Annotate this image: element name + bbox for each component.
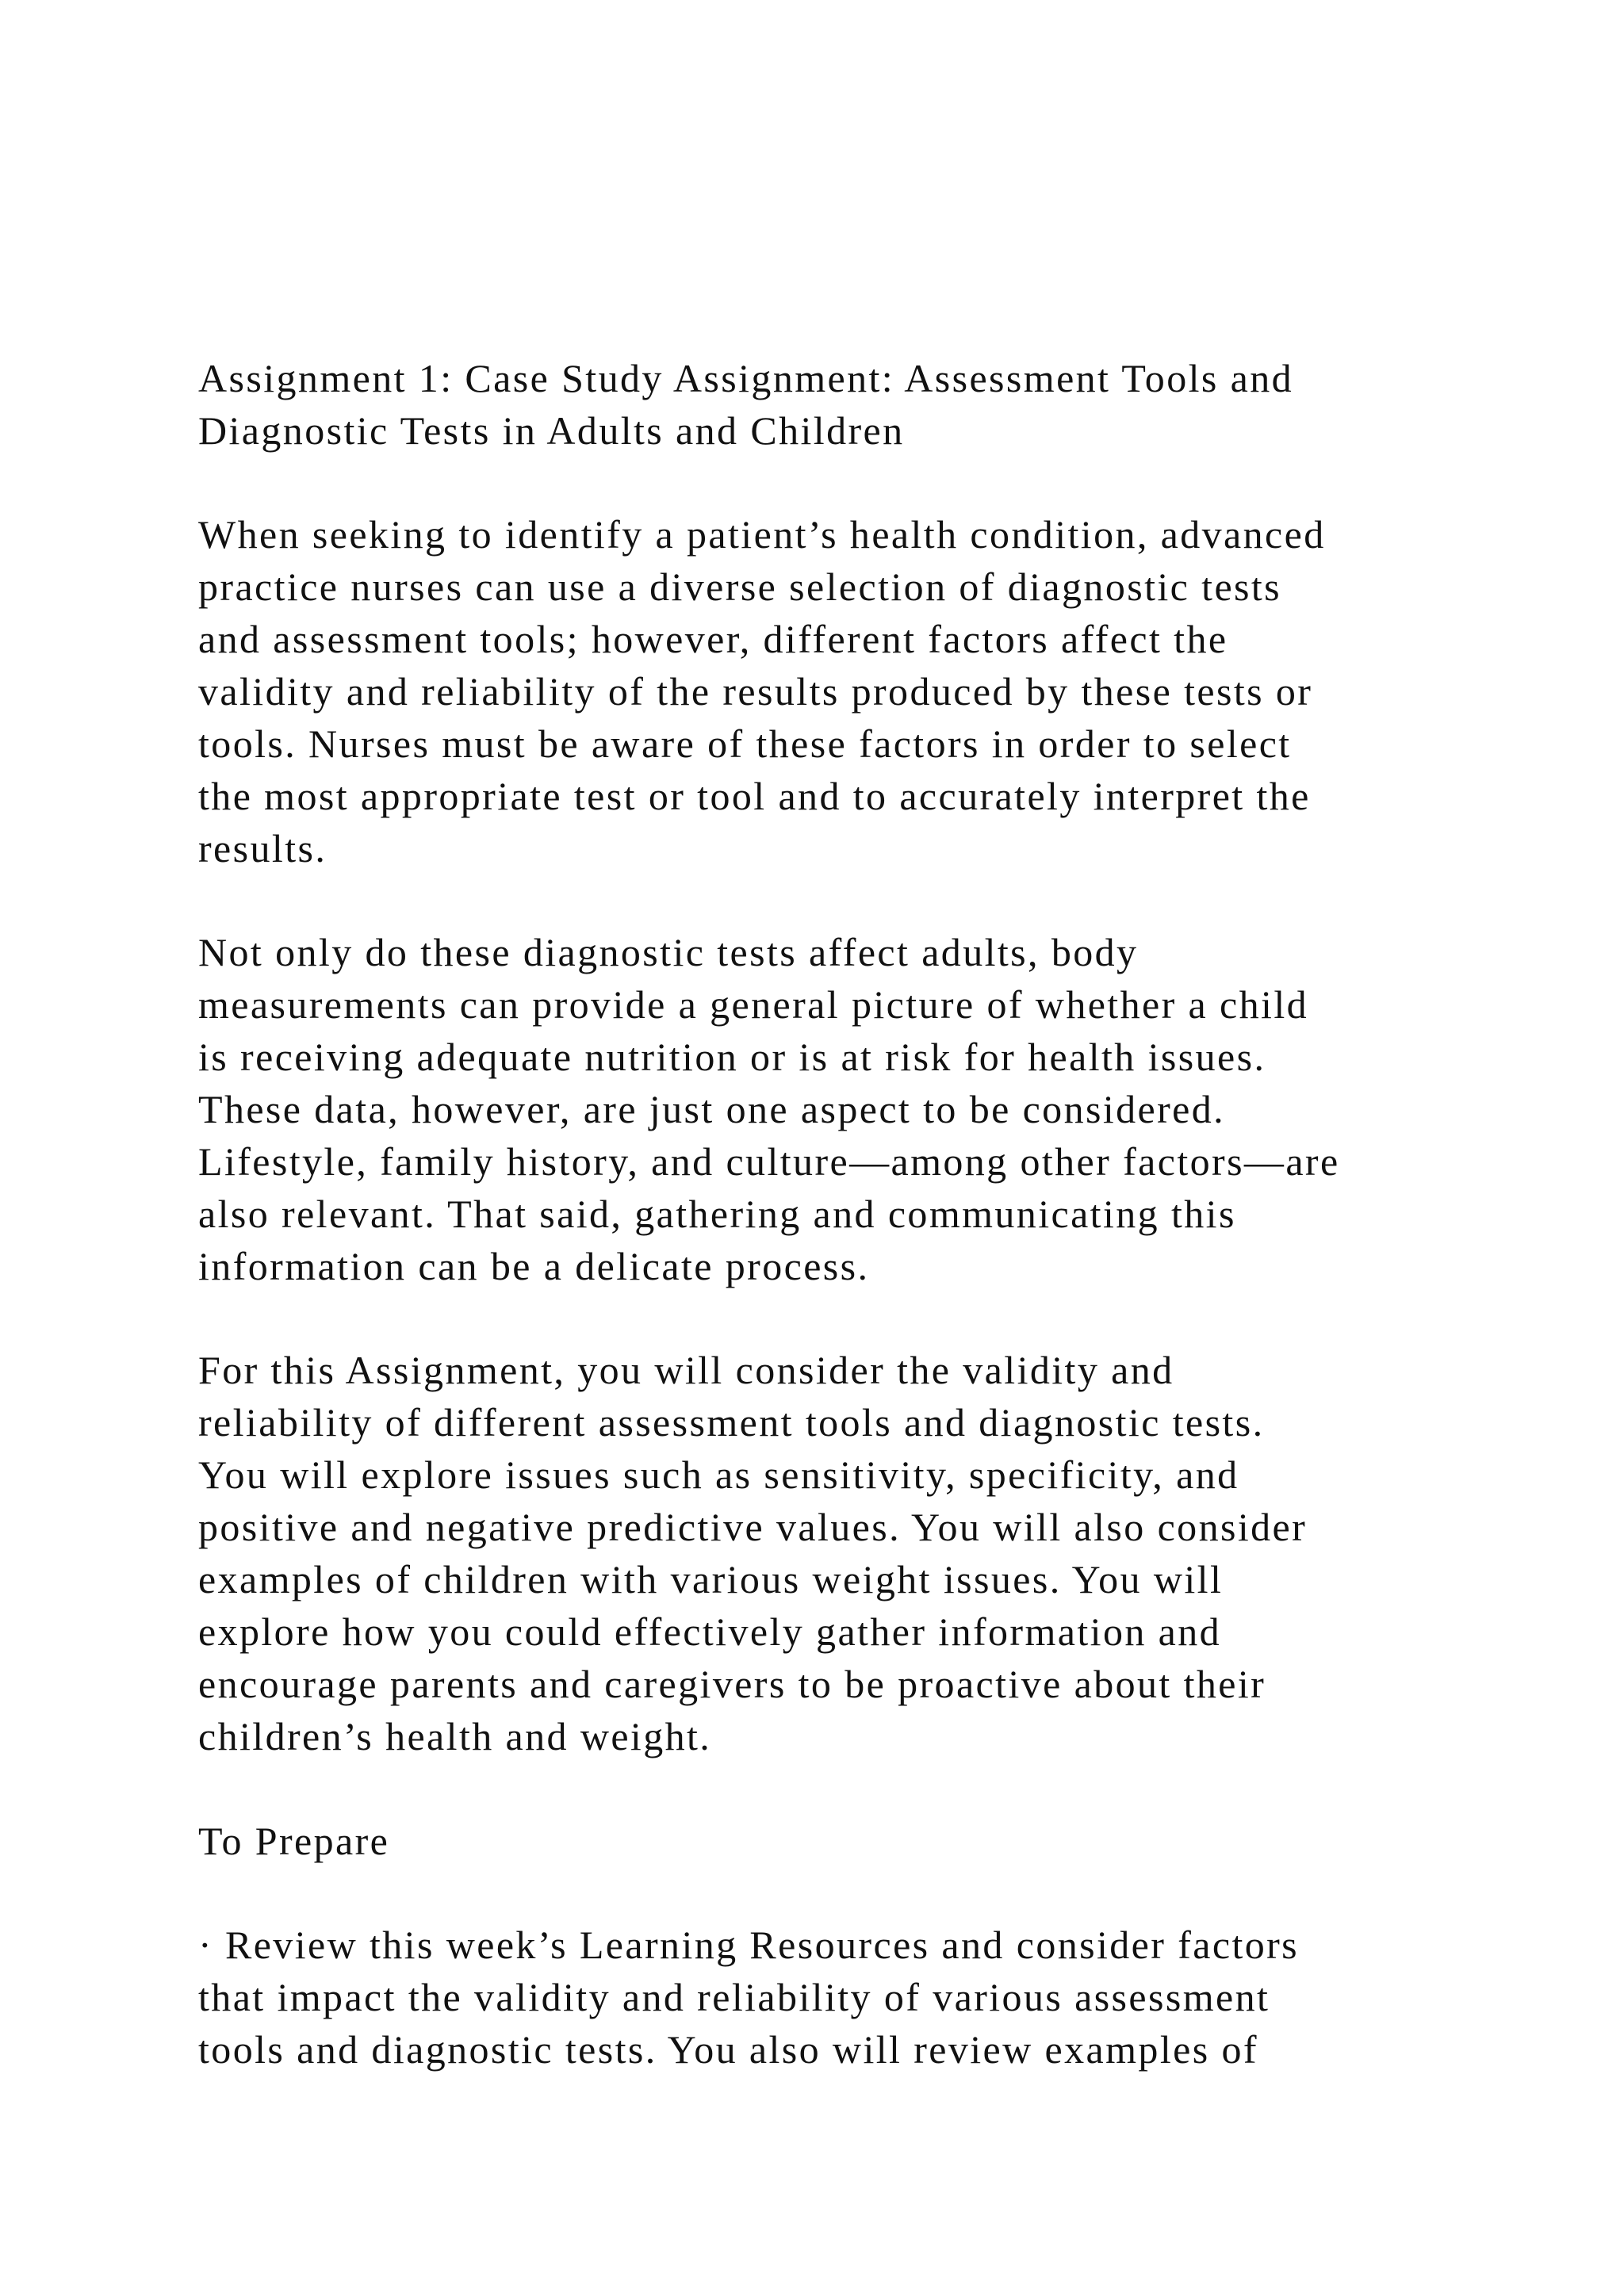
heading-line: To Prepare	[198, 1819, 390, 1863]
paragraph-line: results.	[198, 826, 327, 871]
paragraph-intro	[198, 508, 1507, 874]
bullet-line: tools and diagnostic tests. You also will review examples of	[198, 2027, 1258, 2072]
paragraph-line: information can be a delicate process.	[198, 1244, 870, 1288]
paragraph-line: the most appropriate test or tool and to accurately interpret the	[198, 774, 1311, 818]
paragraph-line: and assessment tools; however, different factors affect the	[198, 617, 1228, 661]
paragraph-assignment	[198, 1344, 1507, 1762]
paragraph-line: reliability of different assessment tools and diagnostic tests.	[198, 1400, 1265, 1445]
section-heading-to-prepare	[198, 1815, 1507, 1867]
title-line: Assignment 1: Case Study Assignment: Assessment Tools and	[198, 356, 1294, 400]
paragraph-line: children’s health and weight.	[198, 1714, 712, 1758]
paragraph-line: examples of children with various weight issues. You will	[198, 1557, 1224, 1601]
paragraph-line: For this Assignment, you will consider the validity and	[198, 1348, 1174, 1392]
paragraph-line: practice nurses can use a diverse selection of diagnostic tests	[198, 564, 1282, 609]
paragraph-line: tools. Nurses must be aware of these factors in order to select	[198, 721, 1292, 766]
paragraph-line: You will explore issues such as sensitivity, specificity, and	[198, 1452, 1239, 1497]
paragraph-line: When seeking to identify a patient’s health condition, advanced	[198, 512, 1326, 557]
paragraph-line: Not only do these diagnostic tests affect adults, body	[198, 930, 1139, 974]
paragraph-line: validity and reliability of the results produced by these tests or	[198, 669, 1313, 714]
paragraph-line: positive and negative predictive values. You will also consider	[198, 1505, 1308, 1549]
paragraph-line: is receiving adequate nutrition or is at risk for health issues.	[198, 1035, 1266, 1079]
paragraph-line: explore how you could effectively gather information and	[198, 1609, 1222, 1654]
paragraph-line: Lifestyle, family history, and culture—among other factors—are	[198, 1139, 1340, 1184]
paragraph-line: encourage parents and caregivers to be proactive about their	[198, 1662, 1266, 1706]
assignment-title	[198, 352, 1507, 457]
paragraph-line: also relevant. That said, gathering and communicating this	[198, 1192, 1236, 1236]
paragraph-line: These data, however, are just one aspect to be considered.	[198, 1087, 1226, 1131]
bullet-item	[198, 1919, 1507, 2076]
title-line: Diagnostic Tests in Adults and Children	[198, 408, 905, 453]
paragraph-children	[198, 926, 1507, 1292]
bullet-line: that impact the validity and reliability of various assessment	[198, 1975, 1270, 2019]
paragraph-line: measurements can provide a general picture of whether a child	[198, 982, 1309, 1027]
bullet-line: · Review this week’s Learning Resources and consider factors	[198, 1923, 1300, 1967]
